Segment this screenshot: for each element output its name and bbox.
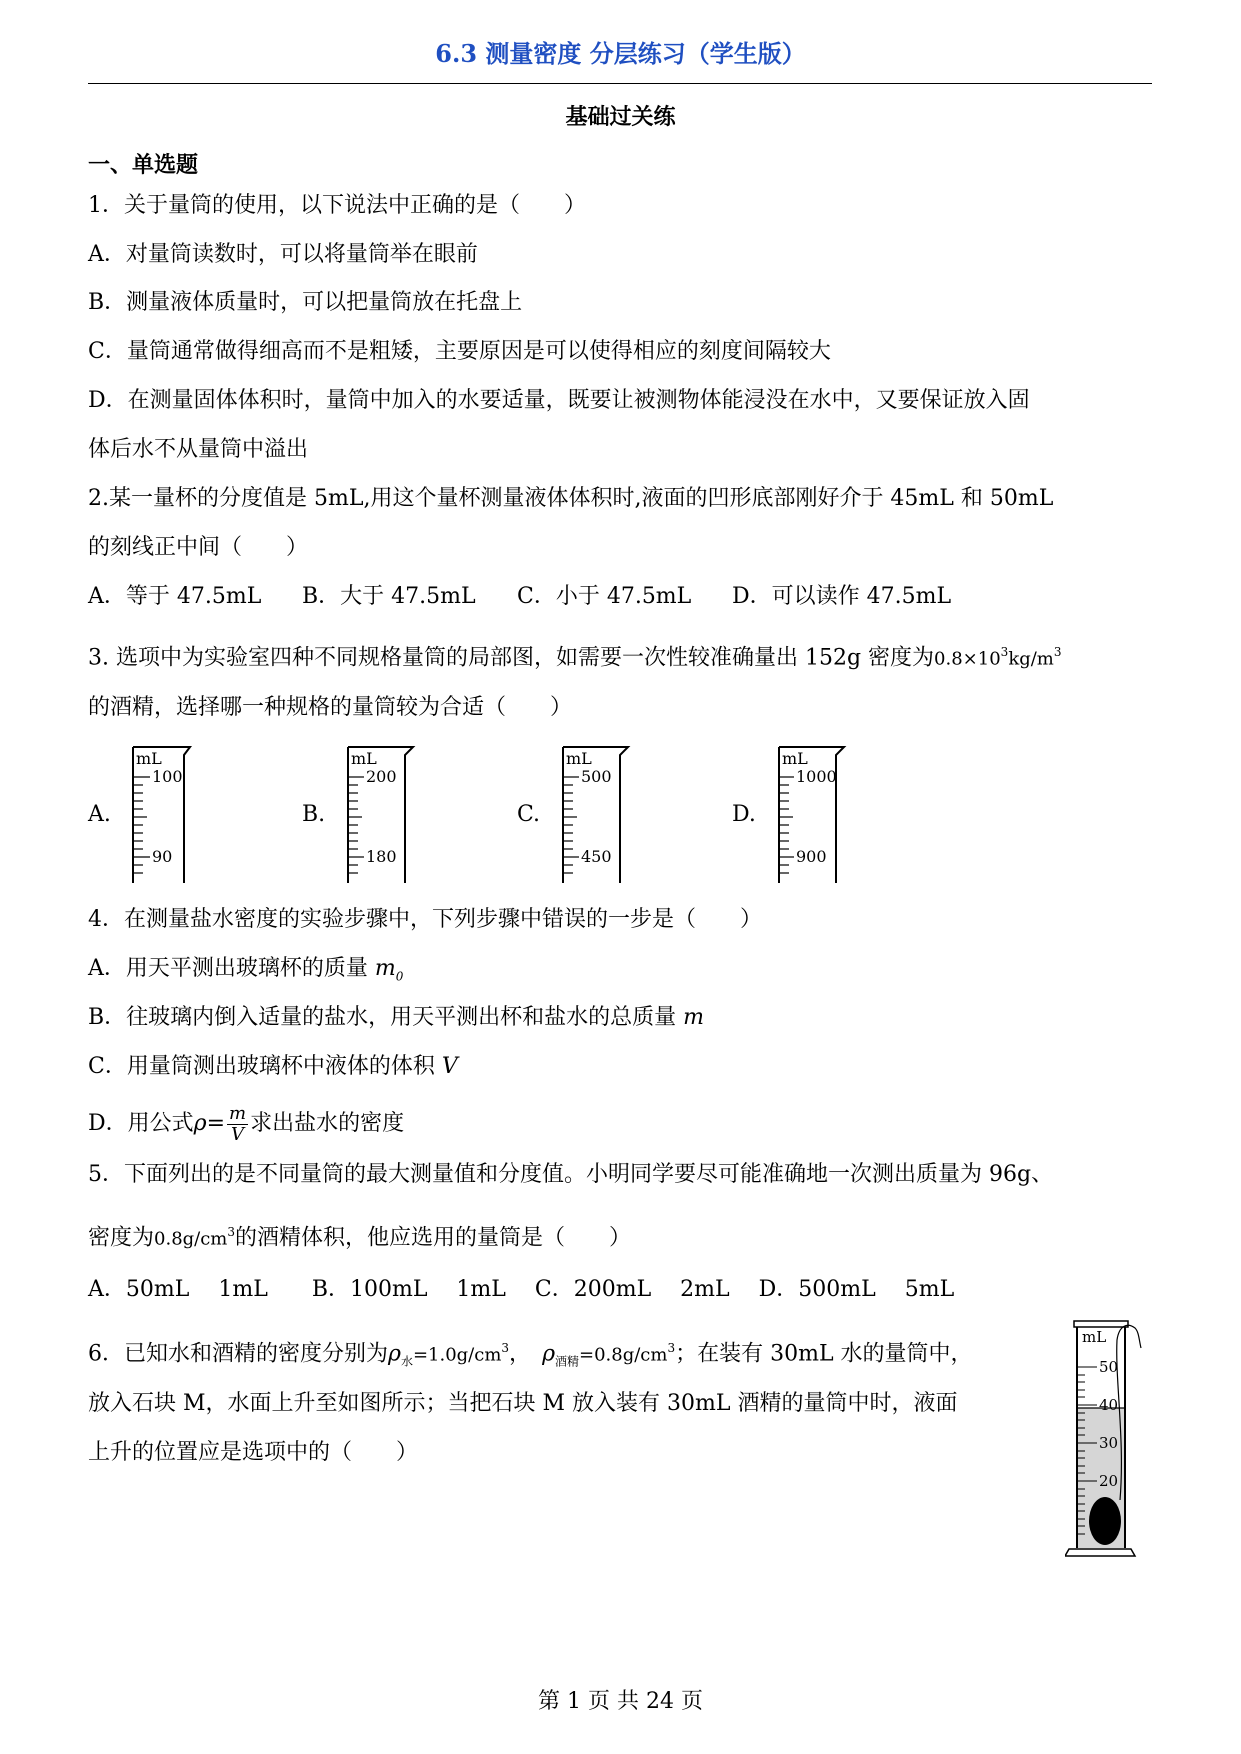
cyl-a-unit: mL (136, 749, 162, 768)
q3-option-b-label: B. (302, 802, 326, 827)
q6-tick-40: 40 (1099, 1396, 1119, 1414)
q3-option-d-label: D. (732, 802, 756, 827)
cyl-d-unit: mL (782, 749, 808, 768)
q2-stem-cont: 的刻线正中间（ ） (88, 535, 309, 560)
q5-stem: 5．下面列出的是不同量筒的最大测量值和分度值。小明同学要尽可能准确地一次测出质量为 96g、 (88, 1162, 1054, 1187)
cyl-d-bottom: 900 (796, 847, 827, 866)
cyl-d-top: 1000 (796, 767, 837, 786)
cyl-c-bottom: 450 (581, 847, 612, 866)
q5-options: A．50mL 1mL B．100mL 1mL C．200mL 2mL D．500mL 5mL (88, 1277, 955, 1302)
q3-option-a-cylinder (130, 745, 210, 885)
q4-option-a: A．用天平测出玻璃杯的质量 $m_0$ (88, 956, 404, 984)
cyl-c-unit: mL (566, 749, 592, 768)
q3-option-a-label: A. (88, 802, 111, 827)
page-footer: 第 1 页 共 24 页 (538, 1689, 703, 1714)
q1-stem: 1．关于量筒的使用，以下说法中正确的是（ ） (88, 193, 586, 218)
cyl-b-unit: mL (351, 749, 377, 768)
q1-option-b: B．测量液体质量时，可以把量筒放在托盘上 (88, 290, 523, 315)
density-fraction: $\frac{m}{V}$ (229, 1102, 247, 1145)
cyl-a-bottom: 90 (152, 847, 173, 866)
q1-option-a: A．对量筒读数时，可以将量筒举在眼前 (88, 242, 478, 267)
q5-stem-cont: 密度为$0.8g/cm^3$的酒精体积，他应选用的量筒是（ ） (88, 1225, 632, 1251)
q1-option-c: C．量筒通常做得细高而不是粗矮，主要原因是可以使得相应的刻度间隔较大 (88, 339, 831, 364)
q3-option-c-label: C. (517, 802, 541, 827)
cyl-b-top: 200 (366, 767, 397, 786)
q1-option-d-cont: 体后水不从量筒中溢出 (88, 437, 309, 462)
q3-option-c-cylinder (560, 745, 640, 885)
q6-cyl-unit: mL (1082, 1328, 1107, 1346)
cyl-c-top: 500 (581, 767, 612, 786)
q6-tick-50: 50 (1099, 1358, 1119, 1376)
q2-option-c: C．小于 47.5mL (517, 584, 692, 609)
q6-stem: 6．已知水和酒精的密度分别为$\rho_水=1.0g/cm^3$， $\rho_{酒精}=0.8g/cm^3$；在装有 30mL 水的量筒中， (88, 1341, 973, 1369)
q4-option-c: C．用量筒测出玻璃杯中液体的体积 V (88, 1054, 458, 1079)
q6-stem-cont: 放入石块 M，水面上升至如图所示；当把石块 M 放入装有 30mL 酒精的量筒中时，液面 (88, 1391, 958, 1416)
q2-option-d: D．可以读作 47.5mL (732, 584, 952, 609)
q3-stem: 3. 选项中为实验室四种不同规格量筒的局部图，如需要一次性较准确量出 152g 密度为$0.8\times 10^3kg/m^3$ (88, 645, 1062, 671)
q3-option-d-cylinder (776, 745, 856, 885)
q3-stem-cont: 的酒精，选择哪一种规格的量筒较为合适（ ） (88, 695, 573, 720)
q6-tick-20: 20 (1099, 1472, 1119, 1490)
q6-cylinder-figure (1065, 1320, 1175, 1562)
q2-option-b: B．大于 47.5mL (302, 584, 476, 609)
q3-option-b-cylinder (345, 745, 425, 885)
q2-stem: 2.某一量杯的分度值是 5mL,用这个量杯测量液体体积时,液面的凹形底部刚好介于 45mL 和 50mL (88, 486, 1054, 511)
cyl-b-bottom: 180 (366, 847, 397, 866)
q2-option-a: A．等于 47.5mL (88, 584, 262, 609)
q4-stem: 4．在测量盐水密度的实验步骤中，下列步骤中错误的一步是（ ） (88, 907, 762, 932)
cyl-a-top: 100 (152, 767, 183, 786)
title-divider (88, 83, 1152, 84)
part-title: 一、单选题 (88, 152, 199, 178)
q6-tick-30: 30 (1099, 1434, 1119, 1452)
section-title: 基础过关练 (565, 104, 676, 130)
q4-option-d: D．用公式ρ= $\frac{m}{V}$ 求出盐水的密度 (88, 1102, 405, 1145)
q6-stem-cont2: 上升的位置应是选项中的（ ） (88, 1440, 419, 1465)
document-title: 6.3 测量密度 分层练习（学生版） (435, 39, 806, 68)
q4-option-b: B．往玻璃内倒入适量的盐水，用天平测出杯和盐水的总质量 m (88, 1005, 705, 1030)
q1-option-d: D．在测量固体体积时，量筒中加入的水要适量，既要让被测物体能浸没在水中，又要保证放入固 (88, 388, 1030, 413)
